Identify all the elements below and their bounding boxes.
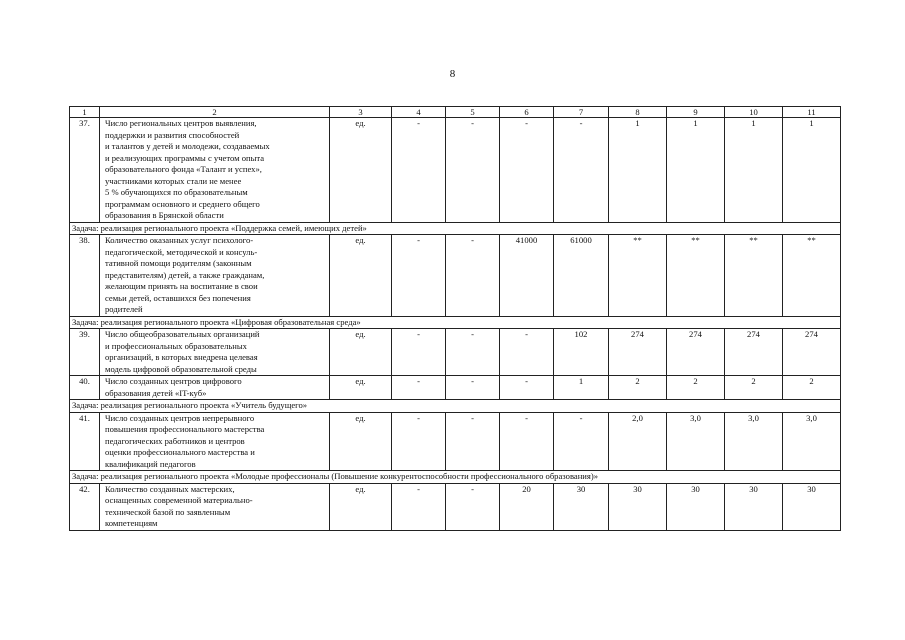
value-cell: 2 [667, 376, 725, 400]
indicator-name-line: семьи детей, оставшихся без попечения [105, 292, 251, 303]
row-number: 42. [70, 483, 100, 530]
indicator-name-line: образовательного фонда «Талант и успех», [105, 164, 262, 174]
value-cell: 274 [667, 329, 725, 376]
row-number: 37. [70, 118, 100, 223]
value-cell: 1 [554, 376, 609, 400]
header-cell: 1 [70, 107, 100, 118]
value-cell: - [392, 376, 446, 400]
value-cell: 2 [609, 376, 667, 400]
indicator-name [100, 483, 330, 530]
header-cell: 5 [446, 107, 500, 118]
task-label: Задача: реализация регионального проекта «Цифровая образовательная среда» [70, 316, 841, 329]
value-cell: 3,0 [725, 412, 783, 471]
indicator-name [100, 412, 330, 471]
header-cell: 2 [100, 107, 330, 118]
row-number: 40. [70, 376, 100, 400]
unit-cell: ед. [330, 118, 392, 223]
value-cell: ** [725, 235, 783, 317]
header-cell: 6 [500, 107, 554, 118]
value-cell: - [500, 412, 554, 471]
value-cell: ** [667, 235, 725, 317]
value-cell: - [392, 235, 446, 317]
indicator-name-line: педагогических работников и центров [105, 435, 245, 446]
indicator-name-line: педагогической, методической и консуль- [105, 246, 258, 257]
value-cell: - [392, 329, 446, 376]
table-row [70, 483, 841, 530]
indicator-name-line: желающим принять на воспитание в свои [105, 281, 258, 291]
table-row [70, 376, 841, 400]
value-cell: 30 [554, 483, 609, 530]
value-cell: - [392, 412, 446, 471]
indicator-name-line: Количество оказанных услуг психолого- [105, 235, 254, 245]
value-cell: 3,0 [667, 412, 725, 471]
task-row [70, 222, 841, 235]
value-cell: - [392, 483, 446, 530]
indicator-name [100, 329, 330, 376]
indicator-name-line: квалификаций педагогов [105, 458, 196, 469]
indicator-name-line: и талантов у детей и молодежи, создаваемых [105, 141, 270, 151]
value-cell: 2,0 [609, 412, 667, 471]
value-cell: 274 [725, 329, 783, 376]
table-row [70, 118, 841, 223]
value-cell: - [554, 412, 609, 471]
value-cell: 30 [725, 483, 783, 530]
value-cell: - [554, 118, 609, 223]
value-cell: 2 [725, 376, 783, 400]
indicator-name-line: компетенциям [105, 518, 158, 528]
value-cell: 41000 [500, 235, 554, 317]
task-label: Задача: реализация регионального проекта «Поддержка семей, имеющих детей» [70, 222, 841, 235]
value-cell: - [446, 235, 500, 317]
value-cell: 1 [609, 118, 667, 223]
value-cell: - [500, 376, 554, 400]
value-cell: ** [609, 235, 667, 317]
indicator-name-line: представителям) детей, а также гражданам, [105, 269, 265, 280]
indicator-name-line: Число общеобразовательных организаций [105, 329, 260, 339]
value-cell: 274 [609, 329, 667, 376]
indicator-name-line: технической базой по заявленным [105, 506, 231, 517]
indicator-name-line: и реализующих программы с учетом опыта [105, 152, 265, 163]
value-cell: 274 [783, 329, 841, 376]
indicator-name-line: модель цифровой образовательной среды [105, 363, 257, 374]
indicator-name-line: и профессиональных образовательных [105, 340, 247, 351]
indicator-name-line: родителей [105, 304, 143, 314]
row-number: 38. [70, 235, 100, 317]
value-cell: 2 [783, 376, 841, 400]
value-cell: 30 [667, 483, 725, 530]
indicator-name-line: образования в Брянской области [105, 210, 224, 220]
header-row [70, 107, 841, 118]
task-label: Задача: реализация регионального проекта «Учитель будущего» [70, 400, 841, 413]
indicator-name-line: программам основного и среднего общего [105, 198, 260, 209]
table-row [70, 329, 841, 376]
unit-cell: ед. [330, 235, 392, 317]
value-cell: - [446, 118, 500, 223]
value-cell: - [446, 376, 500, 400]
indicators-table [69, 106, 841, 531]
indicator-name [100, 235, 330, 317]
task-row [70, 400, 841, 413]
unit-cell: ед. [330, 483, 392, 530]
page-number: 8 [449, 68, 456, 80]
value-cell: - [446, 483, 500, 530]
row-number: 39. [70, 329, 100, 376]
indicator-name-line: Число региональных центров выявления, [105, 118, 257, 128]
indicator-name-line: поддержки и развития способностей [105, 129, 240, 140]
indicator-name-line: Количество созданных мастерских, [105, 483, 235, 494]
unit-cell: ед. [330, 376, 392, 400]
value-cell: - [446, 329, 500, 376]
value-cell: 30 [783, 483, 841, 530]
value-cell: - [392, 118, 446, 223]
value-cell: 61000 [554, 235, 609, 317]
value-cell: 3,0 [783, 412, 841, 471]
value-cell: ** [783, 235, 841, 317]
indicator-name-line: 5 % обучающихся по образовательным [105, 187, 248, 197]
header-cell: 11 [783, 107, 841, 118]
value-cell: 20 [500, 483, 554, 530]
indicator-name [100, 376, 330, 400]
value-cell: 102 [554, 329, 609, 376]
task-row [70, 471, 841, 484]
indicator-name-line: участниками которых стали не менее [105, 175, 242, 186]
indicator-name-line: Число созданных центров цифрового [105, 376, 242, 386]
indicator-name [100, 118, 330, 223]
indicator-name-line: повышения профессионального мастерства [105, 424, 265, 434]
task-row [70, 316, 841, 329]
header-cell: 4 [392, 107, 446, 118]
indicator-name-line: оценки профессионального мастерства и [105, 447, 255, 457]
indicator-name-line: оснащенных современной материально- [105, 495, 253, 505]
unit-cell: ед. [330, 412, 392, 471]
task-label: Задача: реализация регионального проекта «Молодые профессионалы (Повышение конкурентоспособности профессионального образования)» [70, 471, 841, 484]
unit-cell: ед. [330, 329, 392, 376]
value-cell: - [500, 118, 554, 223]
value-cell: - [500, 329, 554, 376]
header-cell: 9 [667, 107, 725, 118]
value-cell: 1 [667, 118, 725, 223]
indicator-name-line: образования детей «IT-куб» [105, 387, 207, 398]
header-cell: 8 [609, 107, 667, 118]
header-cell: 10 [725, 107, 783, 118]
value-cell: 1 [725, 118, 783, 223]
header-cell: 7 [554, 107, 609, 118]
value-cell: - [446, 412, 500, 471]
header-cell: 3 [330, 107, 392, 118]
table-row [70, 235, 841, 317]
value-cell: 30 [609, 483, 667, 530]
indicator-name-line: организаций, в которых внедрена целевая [105, 352, 258, 362]
indicator-name-line: тативной помощи родителям (законным [105, 258, 252, 268]
table-row [70, 412, 841, 471]
row-number: 41. [70, 412, 100, 471]
indicator-name-line: Число созданных центров непрерывного [105, 412, 255, 423]
value-cell: 1 [783, 118, 841, 223]
